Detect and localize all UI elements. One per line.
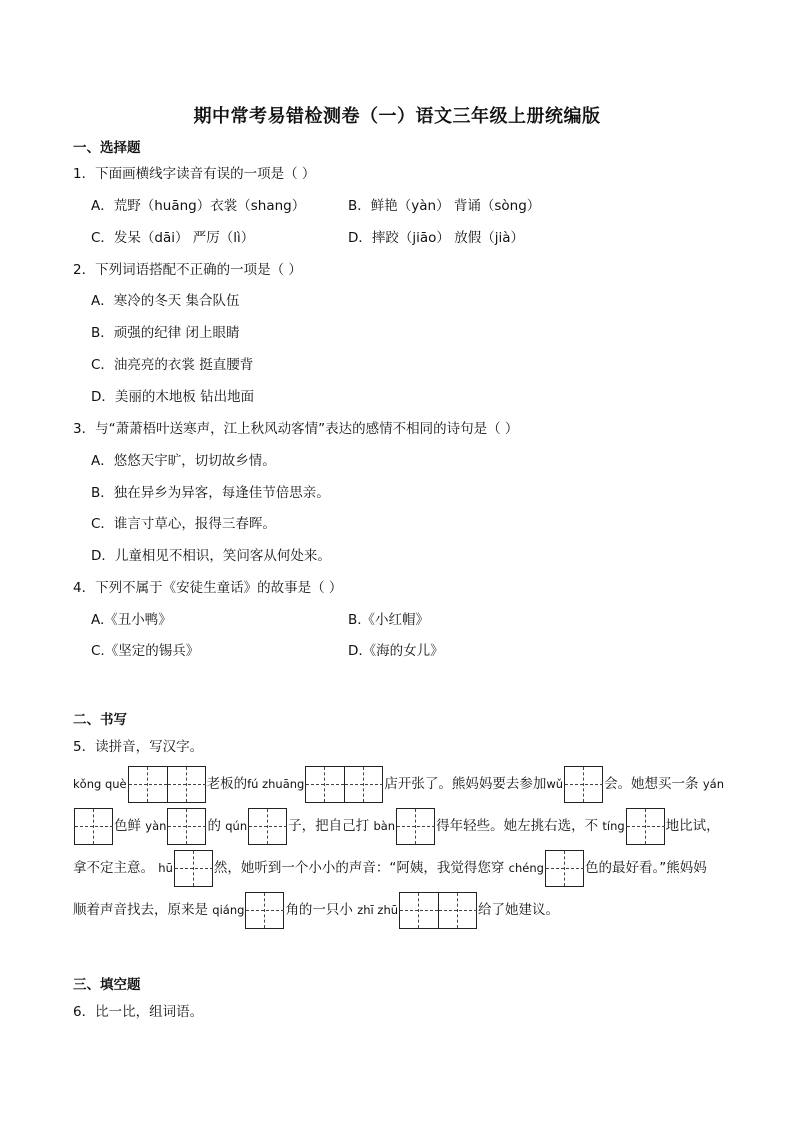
- passage-text: 色的最好看。”熊妈妈: [584, 860, 707, 876]
- question-4-option-b: B.《小红帽》: [348, 612, 430, 628]
- writing-grid-1-char[interactable]: [245, 892, 284, 929]
- pinyin-prompt: qiáng: [212, 903, 245, 917]
- question-1-option-d: D．摔跤（jiāo） 放假（jià）: [348, 230, 524, 246]
- passage-text: 色鲜: [114, 818, 141, 834]
- pinyin-writing-passage: [73, 763, 738, 931]
- question-1-option-b: B．鲜艳（yàn） 背诵（sòng）: [348, 198, 541, 214]
- passage-text: 角的一只小: [285, 902, 353, 918]
- passage-text: 顺着声音找去，原来是: [73, 902, 208, 918]
- section-heading-writing: 二、书写: [73, 712, 127, 728]
- writing-grid-1-char[interactable]: [174, 850, 213, 887]
- passage-line-3: [73, 847, 738, 889]
- question-4-option-a: A.《丑小鸭》: [91, 612, 172, 628]
- question-2-option-a: A．寒冷的冬天 集合队伍: [91, 293, 240, 309]
- writing-grid-1-char[interactable]: [626, 808, 665, 845]
- page-title: 期中常考易错检测卷（一）语文三年级上册统编版: [193, 106, 601, 127]
- pinyin-prompt: chéng: [508, 861, 544, 875]
- question-1-option-c: C．发呆（dāi） 严厉（lì）: [91, 230, 255, 246]
- passage-text: 老板的: [206, 776, 248, 792]
- question-4-option-d: D.《海的女儿》: [348, 643, 444, 659]
- pinyin-prompt: qún: [225, 819, 248, 833]
- writing-grid-1-char[interactable]: [74, 808, 113, 845]
- question-2-option-c: C．油亮亮的衣裳 挺直腰背: [91, 357, 254, 373]
- pinyin-prompt: zhī zhū: [357, 903, 399, 917]
- writing-grid-1-char[interactable]: [545, 850, 584, 887]
- passage-line-2: [73, 805, 738, 847]
- passage-line-1: [73, 763, 738, 805]
- writing-grid-2-chars[interactable]: [399, 892, 477, 929]
- passage-text: 拿不定主意。: [73, 860, 154, 876]
- pinyin-prompt: yàn: [145, 819, 167, 833]
- question-5-stem: 5．读拼音，写汉字。: [73, 739, 204, 755]
- question-3-stem: 3．与“萧萧梧叶送寒声，江上秋风动客情”表达的感情不相同的诗句是（ ）: [73, 421, 519, 437]
- question-3-option-c: C．谁言寸草心，报得三春晖。: [91, 516, 276, 532]
- passage-text: 店开张了。熊妈妈要去参加: [384, 776, 547, 792]
- pinyin-prompt: yán: [702, 777, 725, 791]
- question-2-option-b: B．顽强的纪律 闭上眼睛: [91, 325, 240, 341]
- pinyin-prompt: fú zhuāng: [247, 777, 305, 791]
- question-4-stem: 4．下列不属于《安徒生童话》的故事是（ ）: [73, 580, 343, 596]
- passage-text: 会。她想买一条: [604, 776, 699, 792]
- writing-grid-1-char[interactable]: [396, 808, 435, 845]
- question-3-option-d: D．儿童相见不相识，笑问客从何处来。: [91, 548, 331, 564]
- passage-text: 的: [207, 818, 221, 834]
- question-4-option-c: C.《坚定的锡兵》: [91, 643, 200, 659]
- question-1-stem: 1．下面画横线字读音有误的一项是（ ）: [73, 166, 316, 182]
- question-2-stem: 2．下列词语搭配不正确的一项是（ ）: [73, 262, 302, 278]
- passage-text: 给了她建议。: [478, 902, 560, 918]
- question-2-option-d: D．美丽的木地板 钻出地面: [91, 389, 255, 405]
- pinyin-prompt: bàn: [373, 819, 396, 833]
- passage-line-4: [73, 889, 738, 931]
- writing-grid-1-char[interactable]: [248, 808, 287, 845]
- section-heading-choice: 一、选择题: [73, 140, 141, 156]
- writing-grid-1-char[interactable]: [167, 808, 206, 845]
- pinyin-prompt: tíng: [602, 819, 625, 833]
- pinyin-prompt: hū: [158, 861, 173, 875]
- question-3-option-b: B．独在异乡为异客，每逢佳节倍思亲。: [91, 485, 330, 501]
- passage-text: 子，把自己打: [288, 818, 370, 834]
- passage-text: 然，她听到一个小小的声音：“阿姨，我觉得您穿: [213, 860, 505, 876]
- question-1-option-a: A．荒野（huāng）衣裳（shang）: [91, 198, 306, 214]
- writing-grid-2-chars[interactable]: [305, 766, 383, 803]
- pinyin-prompt: wǔ: [546, 777, 564, 791]
- passage-text: 得年轻些。她左挑右选，不: [436, 818, 599, 834]
- question-6-stem: 6．比一比，组词语。: [73, 1004, 204, 1020]
- passage-text: 地比试，: [665, 818, 720, 834]
- writing-grid-1-char[interactable]: [564, 766, 603, 803]
- section-heading-fill-in: 三、填空题: [73, 977, 141, 993]
- question-3-option-a: A．悠悠天宇旷，切切故乡情。: [91, 453, 276, 469]
- writing-grid-2-chars[interactable]: [128, 766, 206, 803]
- pinyin-prompt: kǒng què: [73, 777, 127, 791]
